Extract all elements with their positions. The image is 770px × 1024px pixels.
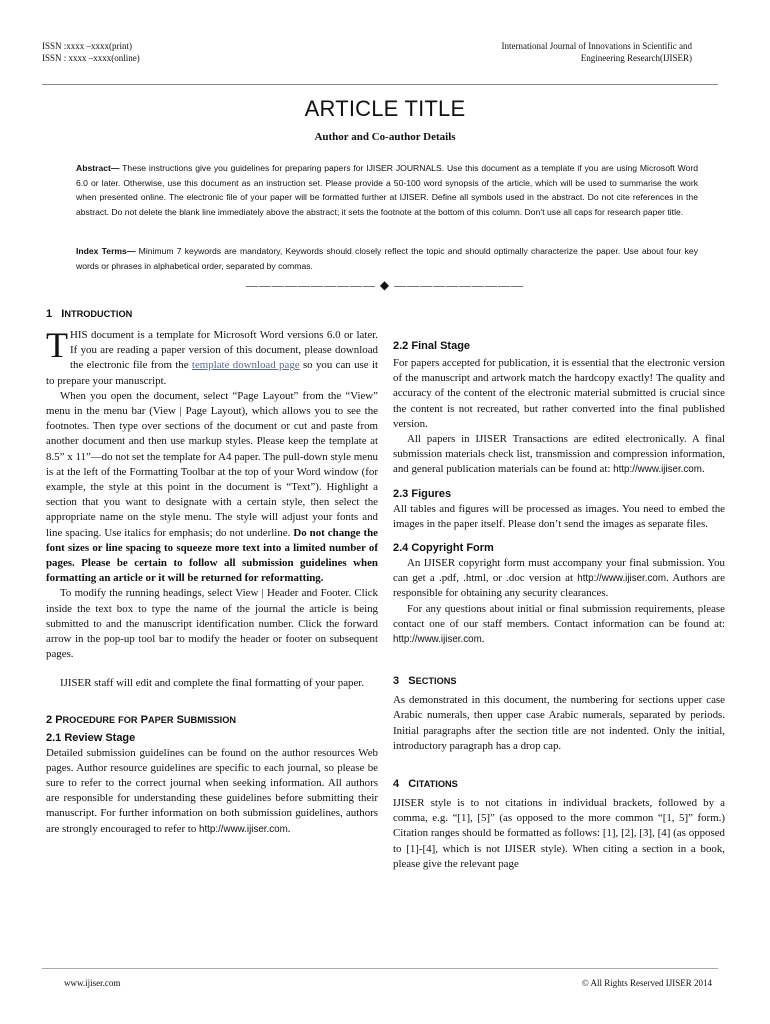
issn-print: ISSN :xxxx –xxxx(print)	[42, 41, 132, 51]
right-column	[393, 338, 725, 872]
footer-copyright: © All Rights Reserved IJISER 2014	[581, 978, 712, 988]
copyright-paragraph-2	[393, 602, 725, 648]
heading-rest: NTRODUCTION	[64, 309, 133, 319]
copyright-p1-text: An IJISER copyright form must accompany your final submission. You can get a .pdf, .html, or .doc version at	[393, 557, 725, 585]
template-download-link[interactable]: template download page	[191, 359, 300, 372]
section-divider: —————————— ◆ ——————————	[245, 278, 525, 292]
heading-procedure	[46, 712, 378, 728]
figures-paragraph: All tables and figures will be processed as images. You need to embed the images in the paper itself. Please don’t send the images as separate files.	[393, 502, 725, 530]
abstract	[76, 161, 698, 219]
abstract-label: Abstract—	[76, 163, 120, 173]
heading-letter: P	[55, 713, 63, 726]
copyright-p1-end: . Authors are responsible for obtaining any security clearances.	[393, 572, 725, 600]
index-terms-label: Index Terms—	[76, 246, 136, 256]
review-paragraph	[46, 746, 378, 837]
index-terms-text: Minimum 7 keywords are mandatory, Keywords should closely reflect the topic and should optimally characterize the paper. Use about four key words or phrases in alphabetical order, separated by commas.	[76, 246, 698, 271]
review-text-end: .	[287, 822, 291, 835]
intro-text: HIS document is a template for Microsoft Word versions 6.0 or later. If you are reading a paper version of this document, please download the electronic file from the	[70, 329, 378, 372]
intro-p2-text: When you open the document, select “Page Layout” from the “View” menu in the menu bar (View | Page Layout), which allows you to see the footnotes. Then type over sections of the document or cut and paste from another document and then use markup styles. Please keep the template at 8.5” x 11”—do not set the template for A4 paper. The pull-down style menu is at the left of the Formatting Toolbar at the top of your Word window (for example, the style at this point in the document is “Text”). Highlight a section that you want to designate with a certain style, then select the appropriate name on the style menu. The style will adjust your fonts and line spacing. Use italics for emphasis; do not underline.	[46, 389, 378, 539]
copyright-p2-end: .	[481, 633, 485, 646]
heading-citations	[393, 776, 725, 792]
abstract-text: These instructions give you guidelines for preparing papers for IJISER JOURNALS. Use this document as a template if you are using Microsoft Word 6.0 or later. Otherwise, use this document as an instruction set. Please provide a 50-100 word synopsis of the article, which will be used to summarise the work when presented online. The electronic file of your paper will be formatted further at IJISER. Define all symbols used in the abstract. Do not cite references in the abstract. Do not delete the blank line immediately above the abstract; it sets the footnote at the bottom of this column. Don’t use all caps for research paper title.	[76, 163, 698, 217]
sections-paragraph: As demonstrated in this document, the numbering for sections upper case Arabic numerals, then upper case Arabic numerals, separated by periods. Initial paragraphs after the section title are not indented. Only the initial, introductory paragraph has a drop cap.	[393, 694, 725, 752]
heading-letter: S	[176, 713, 184, 726]
heading-first-letter: I	[61, 308, 65, 320]
heading-number: 3	[393, 675, 400, 688]
heading-number: 2	[46, 713, 53, 726]
heading-rest: ECTIONS	[415, 676, 457, 687]
drop-cap: T	[46, 325, 68, 365]
heading-rest: ITATIONS	[416, 779, 458, 790]
heading-copyright-form: 2.4 Copyright Form	[393, 542, 494, 555]
left-column	[46, 306, 378, 837]
heading-sections	[393, 673, 725, 689]
heading-rest: APER	[147, 714, 174, 725]
heading-introduction	[46, 306, 378, 322]
final-paragraph-1: For papers accepted for publication, it is essential that the electronic version of the manuscript and artwork match the hardcopy exactly! The quality and accuracy of the content of the electronic material submitted is crucial since the content is not recreated, but rather converted into the final published version.	[393, 357, 725, 430]
ijiser-url[interactable]: http://www.ijiser.com	[613, 464, 702, 476]
article-title: ARTICLE TITLE	[304, 96, 466, 121]
author-details: Author and Co-author Details	[314, 131, 456, 143]
intro-paragraph-2	[46, 389, 378, 587]
header-rule	[42, 84, 718, 85]
review-text: Detailed submission guidelines can be found on the author resources Web pages. Author resource guidelines are specific to each journal, so please be sure to refer to the correct journal when seeking information. All authors are responsible for understanding these guidelines before submitting their manuscript. For further information on both submission guidelines, authors are strongly encouraged to refer to	[46, 746, 378, 835]
intro-text-end: so you can use it to prepare your manuscript.	[46, 359, 378, 387]
heading-figures: 2.3 Figures	[393, 487, 452, 500]
issn-block	[42, 40, 140, 64]
copyright-paragraph-1	[393, 556, 725, 602]
journal-name-line1: International Journal of Innovations in Scientific and	[501, 41, 692, 51]
heading-review-stage: 2.1 Review Stage	[46, 731, 136, 744]
final-p2-text: All papers in IJISER Transactions are edited electronically. A final submission materials check list, transmission and compression information, and general publication materials can be found at:	[393, 433, 725, 476]
final-p2-end: .	[701, 463, 705, 476]
heading-letter: P	[140, 713, 148, 726]
intro-paragraph-1	[46, 325, 378, 389]
citations-paragraph: IJISER style is to not citations in individual brackets, followed by a comma, e.g. “[1], [5]” (as opposed to the more common “[1, 5]” form.) Citation ranges should be formatted as follows: [1], [2], [3], [4] (as opposed to [1]-[4], which is not IJISER style). When citing a section in a book, please give the relevant page	[393, 797, 725, 870]
heading-number: 1	[46, 308, 53, 320]
heading-rest: UBMISSION	[183, 714, 236, 725]
journal-name-line2: Engineering Research(IJISER)	[580, 53, 692, 63]
intro-paragraph-4: IJISER staff will edit and complete the final formatting of your paper.	[60, 677, 365, 690]
heading-word: FOR	[118, 714, 138, 725]
intro-paragraph-3: To modify the running headings, select View | Header and Footer. Click inside the text box to type the name of the journal the article is being submitted to and the manuscript identification number. Click the forward arrow in the pop-up tool bar to modify the header or footer on subsequent pages.	[46, 587, 378, 661]
intro-p2-bold: Do not change the font sizes or line spacing to squeeze more text into a limited number of pages. Please be certain to follow all submission guidelines when formatting an article or it will be returned for reformatting.	[46, 526, 379, 585]
issn-online: ISSN : xxxx –xxxx(online)	[42, 53, 140, 63]
journal-name-block	[502, 40, 692, 64]
heading-rest: ROCEDURE	[62, 714, 116, 725]
footer-rule	[42, 968, 718, 969]
ijiser-url[interactable]: http://www.ijiser.com	[577, 573, 666, 585]
footer-website[interactable]: www.ijiser.com	[64, 978, 121, 988]
heading-number: 4	[393, 778, 400, 791]
ijiser-url[interactable]: http://www.ijiser.com	[393, 634, 482, 646]
heading-first-letter: C	[408, 778, 417, 791]
ijiser-url[interactable]: http://www.ijiser.com	[199, 823, 288, 835]
final-paragraph-2	[393, 432, 725, 478]
index-terms	[76, 244, 698, 273]
heading-final-stage: 2.2 Final Stage	[393, 340, 471, 352]
copyright-p2-text: For any questions about initial or final submission requirements, please contact one of our staff members. Contact information can be found at:	[393, 602, 725, 630]
heading-first-letter: S	[408, 675, 416, 688]
